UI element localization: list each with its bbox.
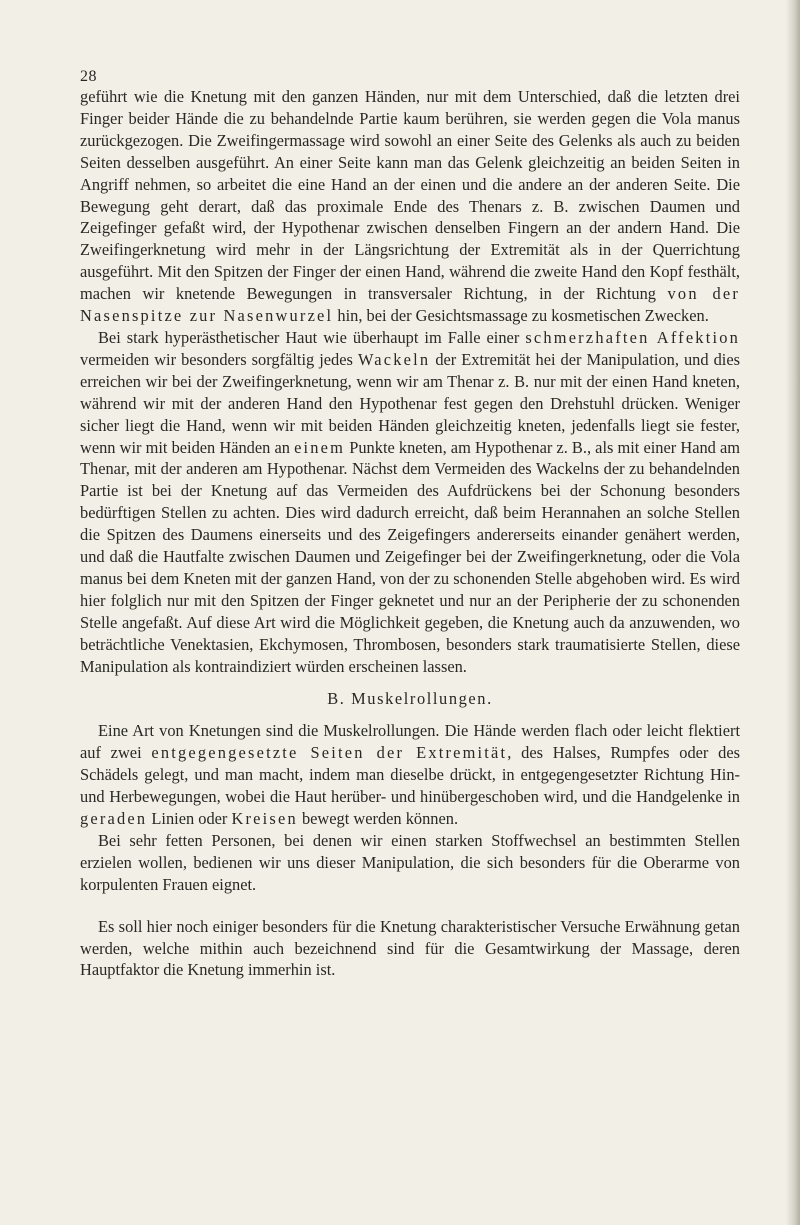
spaced-text: einem (294, 437, 346, 457)
paragraph-2 (80, 327, 740, 678)
spaced-text: schmerzhaften Affektion (525, 327, 741, 347)
body-text (80, 86, 740, 981)
text-run: , des Halses, Rumpfes oder des Schädels gelegt, und man macht, indem man dieselbe drückt, in entgegengesetzter Richtung Hin- und Herbewegungen, wobei die Haut herüber- und hinübergeschoben wird, und die Handgelenke in (80, 743, 740, 807)
spaced-text: Wackeln (357, 349, 431, 369)
paragraph-gap (80, 896, 740, 916)
spaced-text: geraden (80, 809, 148, 828)
text-run: Eine Art von Knetungen sind die Muskelrollungen. Die Hände werden flach oder leicht flektiert auf zwei (80, 721, 740, 763)
section-heading: B. Muskelrollungen. (327, 689, 493, 709)
paragraph-5: Es soll hier noch einiger besonders für die Knetung charakteristischer Versuche Erwähnung getan werden, welche mithin auch bezeichnend sind für die Gesamtwirkung der Massage, deren Hauptfaktor die Knetung immerhin ist. (80, 916, 740, 980)
text-run: hin, bei der Gesichtsmassage zu kosmetischen Zwecken. (333, 306, 709, 326)
page-number: 28 (80, 68, 97, 85)
page-edge-shadow (786, 0, 800, 1225)
text-run: der Extremität hei der Manipulation, und dies erreichen wir bei der Zweifingerknetung, wenn wir am Thenar z. B. nur mit der einen Hand kneten, während wir mit der anderen Hand den Hypothenar fest gegen den Drehstuhl drücken. Weniger sicher liegt die Hand, wenn wir mit beiden Händen gleichzeitig kneten, jedenfalls liegt sie fester, wenn wir mit beiden Händen an (80, 349, 740, 457)
paragraph-4: Bei sehr fetten Personen, bei denen wir einen starken Stoffwechsel an bestimmten Stellen erzielen wollen, bedienen wir uns dieser Manipulation, die sich besonders für die Oberarme von korpulenten Frauen eignet. (80, 830, 740, 894)
text-run: geführt wie die Knetung mit den ganzen Händen, nur mit dem Unterschied, daß die letzten drei Finger beider Hände die zu behandelnde Partie kaum berühren, sie werden gegen die Vola manus zurückgezogen. Die Zweifingermassage wird sowohl an einer Seite des Gelenks als auch zu beiden Seiten desselben ausgeführt. An einer Seite kann man das Gelenk gleichzeitig an beiden Seiten in Angriff nehmen, so arbeitet die eine Hand an der einen und die andere an der anderen Seite. Die Bewegung geht derart, daß das proximale Ende des Thenars z. B. zwischen Daumen und Zeigefinger gefaßt wird, der Hypothenar zwischen denselben Fingern an der andern Hand. Die Zweifingerknetung wird mehr in der Längsrichtung der Extremität als in der Querrichtung ausgeführt. Mit den Spitzen der Finger der einen Hand, während die zweite Hand den Kopf festhält, machen wir knetende Bewegungen in transversaler Richtung, in der Richtung (80, 87, 740, 304)
text-run: bewegt werden können. (297, 809, 459, 828)
text-run: vermeiden wir besonders sorgfältig jedes (80, 349, 358, 369)
spaced-text: von der Nasenspitze zur Nasenwurzel (80, 284, 740, 326)
text-run: Bei stark hyperästhetischer Haut wie überhaupt im Falle einer (98, 327, 526, 347)
paragraph-3 (80, 720, 740, 830)
text-run: Punkte kneten, am Hypothenar z. B., als mit einer Hand am Thenar, mit der anderen am Hypothenar. Nächst dem Vermeiden des Wackelns der zu behandelnden Partie ist bei der Knetung auf das Vermeiden des Aufdrückens bei der Schonung besonders bedürftigen Stellen zu achten. Dies wird dadurch erreicht, daß beim Herannahen an solche Stellen die Spitzen des Daumens einerseits und des Zeigefingers andererseits einander genähert werden, und daß die Hautfalte zwischen Daumen und Zeigefinger bei der Zweifingerknetung, oder die Vola manus bei dem Kneten mit der ganzen Hand, von der zu schonenden Stelle abgehoben wird. Es wird hier folglich nur mit den Spitzen der Finger geknetet und nur an der Peripherie der zu schonenden Stelle angefaßt. Auf diese Art wird die Möglichkeit gegeben, die Knetung auch da anzuwenden, wo beträchtliche Venektasien, Ekchymosen, Thrombosen, besonders stark traumatisierte Stellen, diese Manipulation als kontraindiziert würden erscheinen lassen. (80, 437, 740, 676)
text-run: Linien oder (147, 809, 232, 828)
spaced-text: Kreisen (231, 809, 298, 828)
paragraph-1 (80, 86, 740, 327)
spaced-text: entgegengesetzte Seiten der Extremität (151, 743, 508, 763)
